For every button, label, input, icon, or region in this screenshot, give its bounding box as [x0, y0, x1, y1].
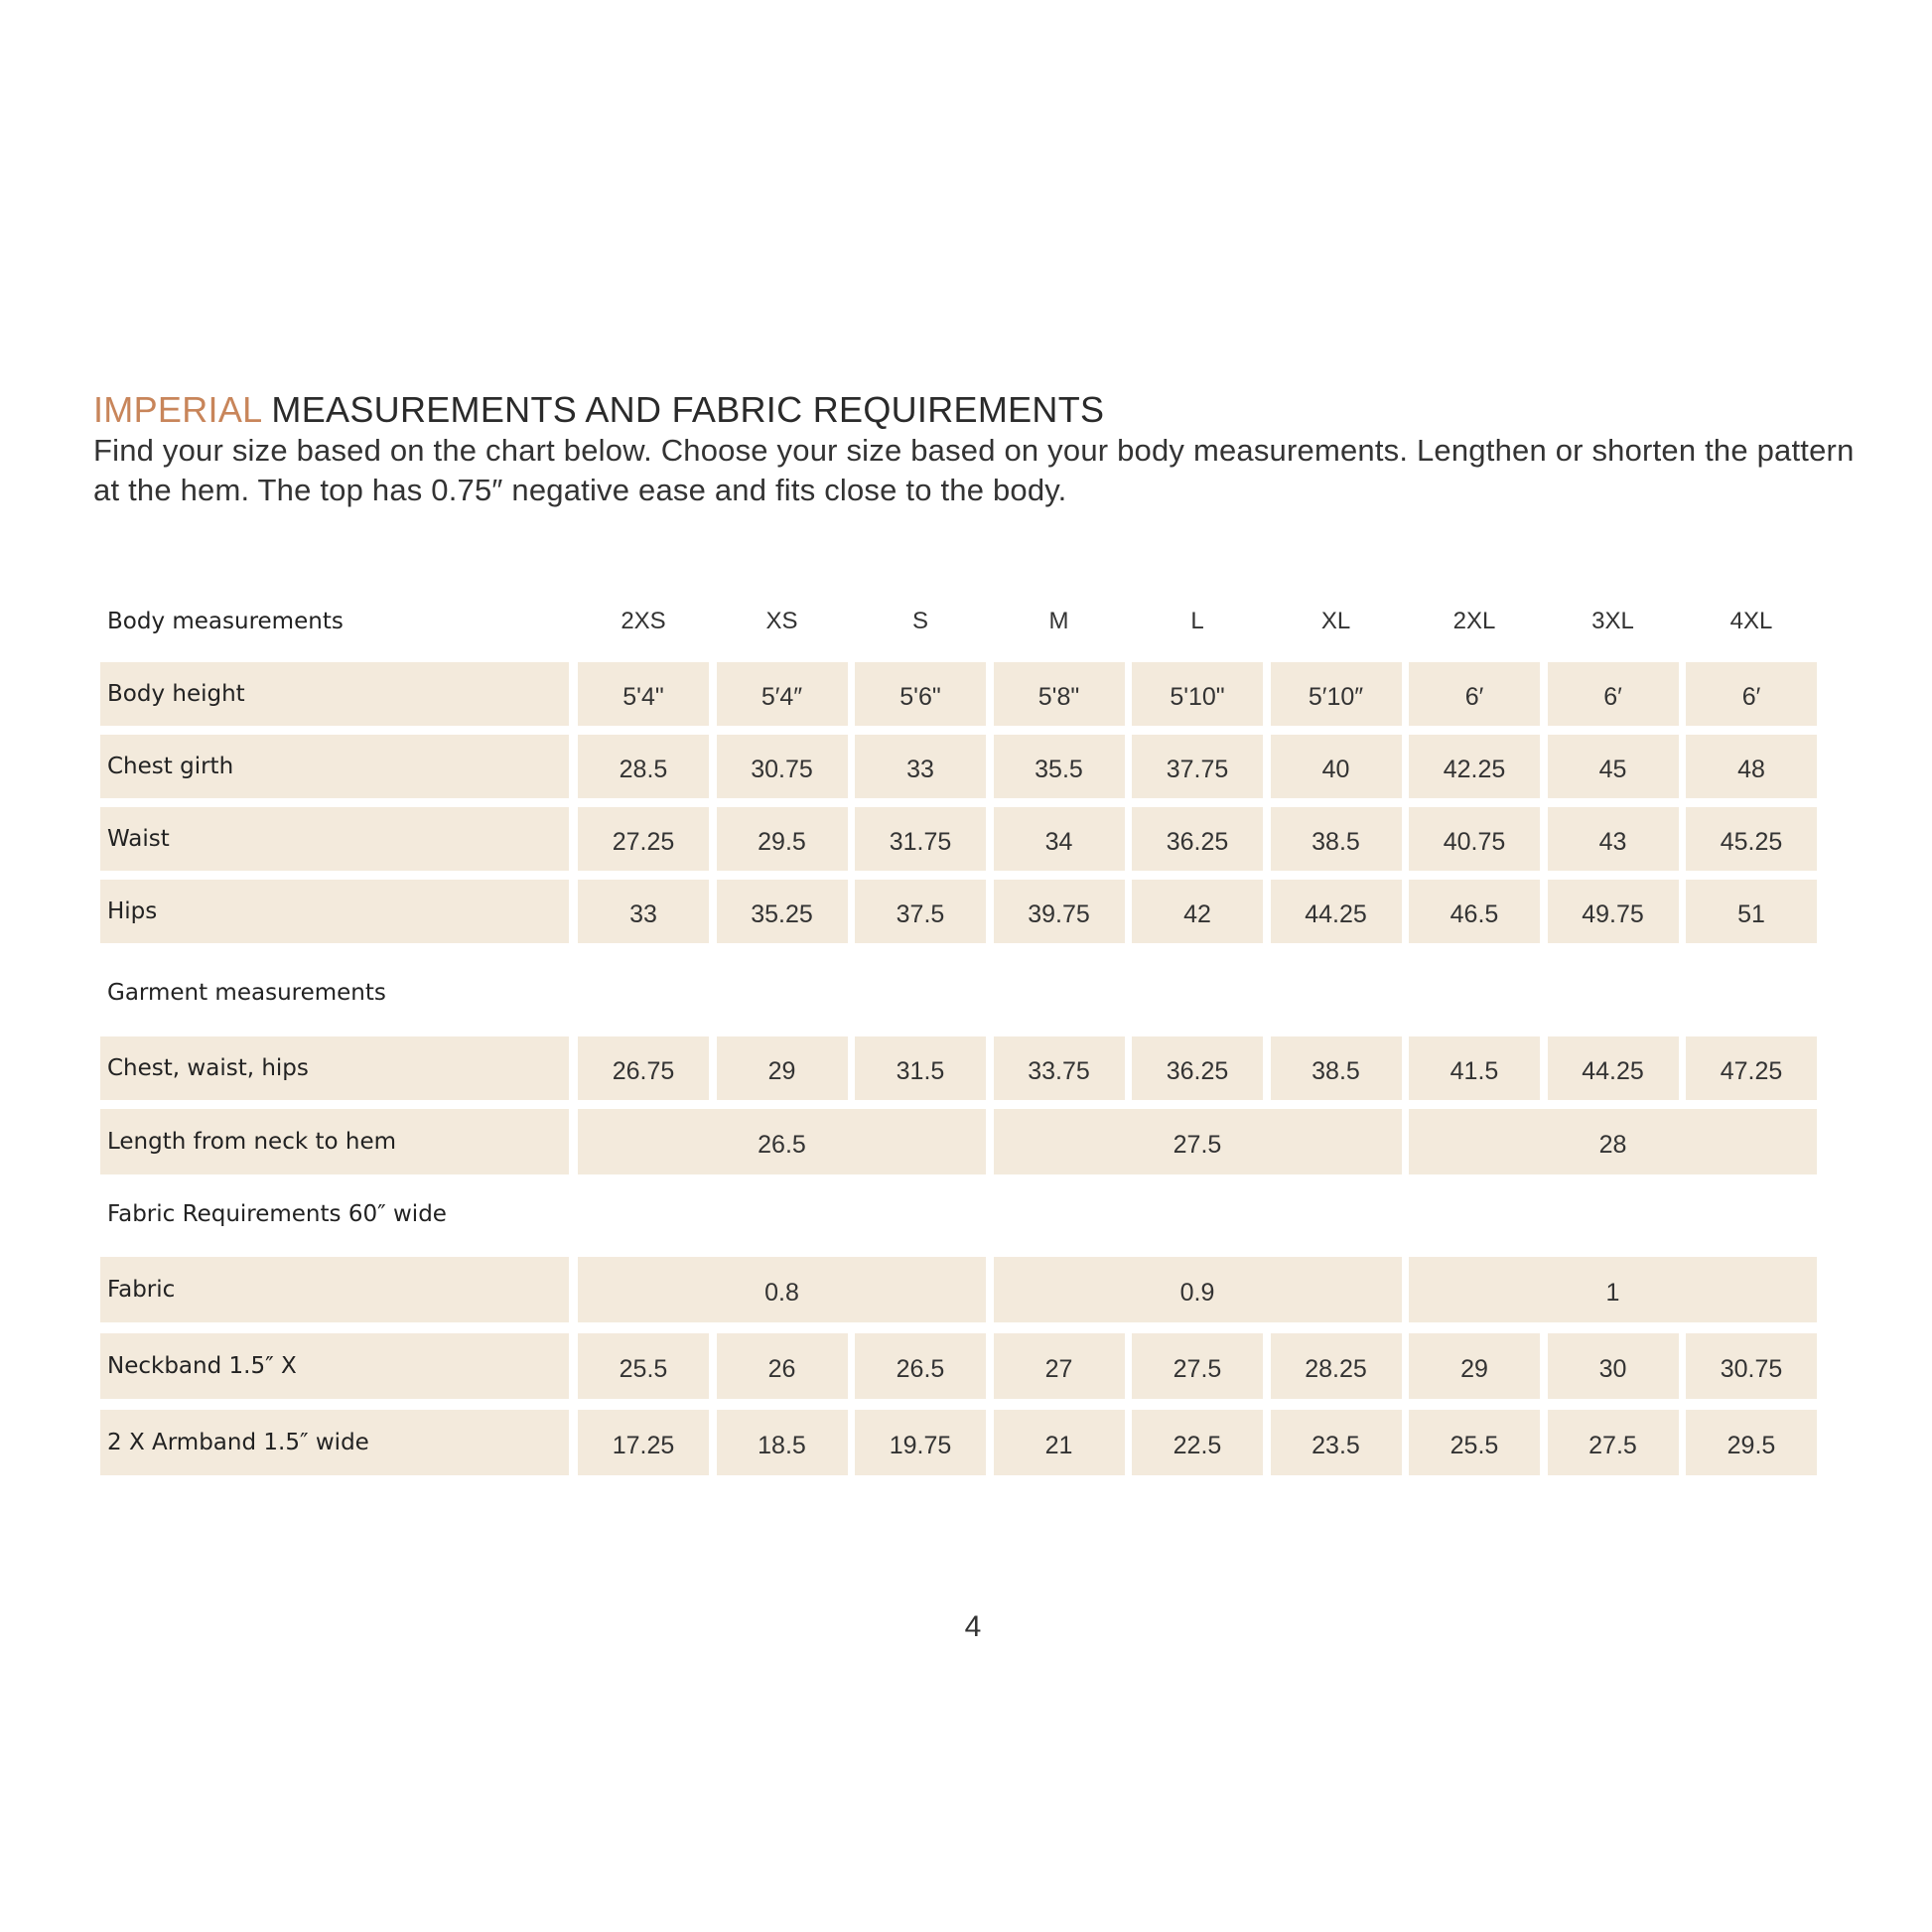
table-cell: 5′4″ [717, 662, 848, 726]
row-label: Length from neck to hem [100, 1109, 569, 1174]
table-cell: 33 [578, 880, 709, 943]
size-header: XS [765, 608, 798, 634]
table-cell: 49.75 [1548, 880, 1679, 943]
table-row [0, 1257, 1932, 1322]
table-cell: 40.75 [1409, 807, 1540, 871]
table-cell: 38.5 [1271, 807, 1402, 871]
table-row [0, 1109, 1932, 1174]
table-cell: 30.75 [1686, 1333, 1817, 1399]
table-cell: 30 [1548, 1333, 1679, 1399]
table-row [0, 1036, 1932, 1100]
table-cell: 47.25 [1686, 1036, 1817, 1100]
table-cell: 37.75 [1132, 735, 1263, 798]
table-cell: 28.25 [1271, 1333, 1402, 1399]
row-label: Waist [100, 807, 569, 871]
table-cell: 45.25 [1686, 807, 1817, 871]
table-row [0, 807, 1932, 871]
merged-cell: 28 [1409, 1109, 1817, 1174]
table-cell: 28.5 [578, 735, 709, 798]
row-label: Body height [100, 662, 569, 726]
table-cell: 27.5 [1132, 1333, 1263, 1399]
section-heading-row [0, 1190, 1932, 1238]
merged-cell: 26.5 [578, 1109, 986, 1174]
row-label: Chest, waist, hips [100, 1036, 569, 1100]
table-cell: 17.25 [578, 1410, 709, 1475]
table-cell: 25.5 [578, 1333, 709, 1399]
table-cell: 33 [855, 735, 986, 798]
size-header: XL [1320, 608, 1351, 634]
merged-cell: 0.9 [994, 1257, 1402, 1322]
table-cell: 29.5 [717, 807, 848, 871]
table-cell: 27.5 [1548, 1410, 1679, 1475]
table-cell: 39.75 [994, 880, 1125, 943]
row-label: Hips [100, 880, 569, 943]
page-title [93, 389, 1104, 431]
size-header: 2XS [621, 608, 666, 634]
page-number: 4 [964, 1610, 982, 1643]
table-cell: 44.25 [1548, 1036, 1679, 1100]
size-header: 2XL [1452, 608, 1496, 634]
table-cell: 18.5 [717, 1410, 848, 1475]
table-cell: 21 [994, 1410, 1125, 1475]
merged-cell: 0.8 [578, 1257, 986, 1322]
table-cell: 33.75 [994, 1036, 1125, 1100]
section-heading: Garment measurements [107, 979, 386, 1006]
table-cell: 5'8" [994, 662, 1125, 726]
header-label: Body measurements [107, 609, 344, 634]
table-cell: 48 [1686, 735, 1817, 798]
table-row [0, 1333, 1932, 1399]
table-cell: 34 [994, 807, 1125, 871]
size-header: S [911, 608, 928, 634]
table-cell: 5'6" [855, 662, 986, 726]
table-cell: 27 [994, 1333, 1125, 1399]
row-label: Chest girth [100, 735, 569, 798]
table-cell: 38.5 [1271, 1036, 1402, 1100]
row-label: Neckband 1.5″ X [100, 1333, 569, 1399]
table-cell: 31.5 [855, 1036, 986, 1100]
table-header-row [0, 606, 1932, 637]
table-cell: 26 [717, 1333, 848, 1399]
table-cell: 23.5 [1271, 1410, 1402, 1475]
table-cell: 44.25 [1271, 880, 1402, 943]
table-cell: 6′ [1548, 662, 1679, 726]
table-cell: 45 [1548, 735, 1679, 798]
intro-text: Find your size based on the chart below. Choose your size based on your body measurements. Lengthen or shorten the pattern at the hem. The top has 0.75″ negative ease and fits close to the body. [93, 433, 1855, 507]
table-cell: 40 [1271, 735, 1402, 798]
table-cell: 5′10″ [1271, 662, 1402, 726]
table-cell: 31.75 [855, 807, 986, 871]
table-cell: 5'10" [1132, 662, 1263, 726]
table-cell: 29.5 [1686, 1410, 1817, 1475]
table-cell: 6′ [1409, 662, 1540, 726]
table-cell: 37.5 [855, 880, 986, 943]
table-cell: 30.75 [717, 735, 848, 798]
table-cell: 36.25 [1132, 1036, 1263, 1100]
row-label: Fabric [100, 1257, 569, 1322]
row-label: 2 X Armband 1.5″ wide [100, 1410, 569, 1475]
table-cell: 22.5 [1132, 1410, 1263, 1475]
table-cell: 42 [1132, 880, 1263, 943]
table-cell: 29 [1409, 1333, 1540, 1399]
table-cell: 27.25 [578, 807, 709, 871]
table-cell: 19.75 [855, 1410, 986, 1475]
table-row [0, 880, 1932, 943]
section-heading: Fabric Requirements 60″ wide [107, 1201, 447, 1227]
size-header: L [1190, 608, 1204, 634]
table-cell: 29 [717, 1036, 848, 1100]
table-row [0, 735, 1932, 798]
table-cell: 5'4" [578, 662, 709, 726]
size-header: 3XL [1591, 608, 1634, 634]
table-cell: 35.25 [717, 880, 848, 943]
title-accent: IMPERIAL [93, 389, 262, 430]
table-cell: 35.5 [994, 735, 1125, 798]
table-cell: 25.5 [1409, 1410, 1540, 1475]
size-header: M [1048, 608, 1069, 634]
table-cell: 26.5 [855, 1333, 986, 1399]
table-row [0, 1410, 1932, 1475]
table-cell: 42.25 [1409, 735, 1540, 798]
title-rest: MEASUREMENTS AND FABRIC REQUIREMENTS [261, 389, 1105, 430]
size-header: 4XL [1729, 608, 1773, 634]
merged-cell: 1 [1409, 1257, 1817, 1322]
table-cell: 26.75 [578, 1036, 709, 1100]
table-cell: 51 [1686, 880, 1817, 943]
table-cell: 43 [1548, 807, 1679, 871]
table-cell: 41.5 [1409, 1036, 1540, 1100]
section-heading-row [0, 965, 1932, 1020]
table-cell: 36.25 [1132, 807, 1263, 871]
merged-cell: 27.5 [994, 1109, 1402, 1174]
table-row [0, 662, 1932, 726]
table-cell: 6′ [1686, 662, 1817, 726]
table-cell: 46.5 [1409, 880, 1540, 943]
